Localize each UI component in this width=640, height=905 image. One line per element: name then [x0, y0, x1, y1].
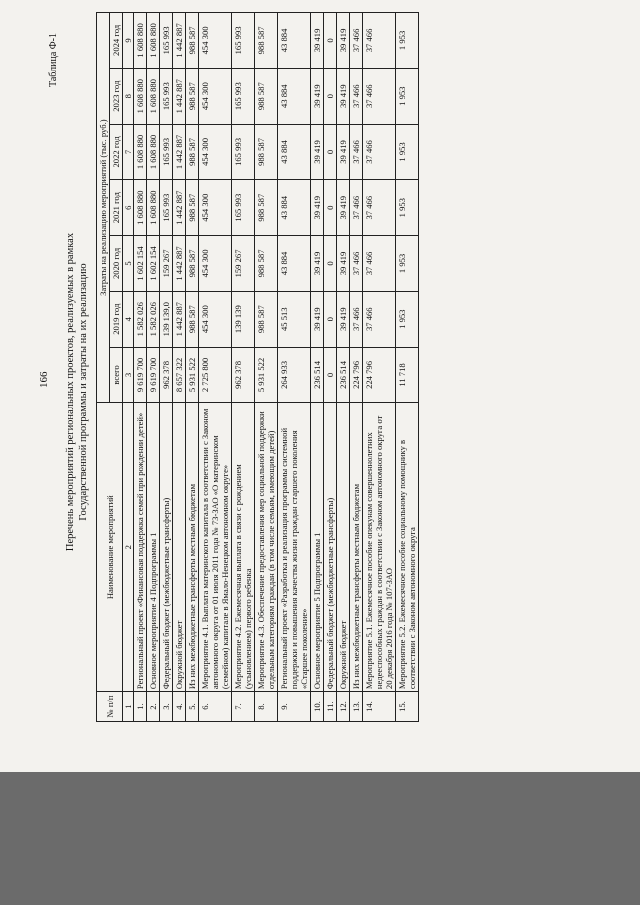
- row-year-value: 1 608 880: [134, 180, 147, 236]
- row-year-value: 454 300: [199, 236, 232, 292]
- row-name: Из них межбюджетные трансферты местным бюджетам: [350, 403, 363, 692]
- row-year-value: 165 993: [160, 124, 173, 180]
- row-year-value: 39 419: [311, 180, 324, 236]
- row-year-value: 1 953: [396, 291, 419, 347]
- title-line-1: Перечень мероприятий региональных проектов, реализуемых в рамках: [65, 232, 76, 552]
- table-row: [160, 13, 173, 722]
- row-year-value: 39 419: [311, 291, 324, 347]
- row-year-value: 39 419: [311, 68, 324, 124]
- row-year-value: 988 587: [186, 68, 199, 124]
- row-year-value: 1 442 887: [173, 124, 186, 180]
- table-row: [255, 13, 278, 722]
- table-row: [278, 13, 311, 722]
- row-year-value: 37 466: [350, 180, 363, 236]
- row-year-value: 37 466: [363, 180, 396, 236]
- row-name: Мероприятие 4.1. Выплата материнского капитала в соответствии с Законом автономного округа от 01 июля 2011 года № 73-ЗАО «О материнском (семейном) капитале в Ямало-Ненецком автономном округе»: [199, 403, 232, 692]
- row-year-value: 454 300: [199, 124, 232, 180]
- header-num: № п/п: [97, 692, 123, 722]
- row-year-value: 1 953: [396, 236, 419, 292]
- row-name: Мероприятие 4.3. Обеспечение предоставления мер социальной поддержки отдельным категориям граждан (в том числе семьям, имеющим детей): [255, 403, 278, 692]
- row-name: Окружной бюджет: [173, 403, 186, 692]
- row-name: Региональный проект «Финансовая поддержка семей при рождении детей»: [134, 403, 147, 692]
- row-year-value: 37 466: [363, 291, 396, 347]
- header-costs: Затраты на реализацию мероприятий (тыс. руб.): [97, 13, 110, 403]
- index-cell: 4: [123, 291, 134, 347]
- table-body: [134, 13, 419, 722]
- rotated-document: [24, 12, 624, 752]
- row-year-value: 988 587: [186, 291, 199, 347]
- row-total: 224 796: [363, 347, 396, 403]
- index-cell: 9: [123, 13, 134, 69]
- row-year-value: 39 419: [337, 13, 350, 69]
- header-name: Наименование мероприятий: [97, 403, 123, 692]
- index-cell: 5: [123, 236, 134, 292]
- row-year-value: 1 953: [396, 124, 419, 180]
- index-cell: 7: [123, 124, 134, 180]
- row-year-value: 988 587: [255, 180, 278, 236]
- row-year-value: 1 608 880: [147, 68, 160, 124]
- row-year-value: 1 602 154: [134, 236, 147, 292]
- table-row: [199, 13, 232, 722]
- row-year-value: 37 466: [363, 68, 396, 124]
- row-year-value: 37 466: [363, 124, 396, 180]
- row-name: Мероприятие 4.2. Ежемесячная выплата в связи с рождением (усыновлением) первого ребенка: [232, 403, 255, 692]
- row-year-value: 37 466: [350, 13, 363, 69]
- row-number: 14.: [363, 692, 396, 722]
- row-year-value: 988 587: [186, 236, 199, 292]
- row-year-value: 1 442 887: [173, 291, 186, 347]
- row-year-value: 39 419: [311, 13, 324, 69]
- row-total: 2 725 800: [199, 347, 232, 403]
- row-total: 236 514: [337, 347, 350, 403]
- table-row: [350, 13, 363, 722]
- row-total: 9 619 700: [147, 347, 160, 403]
- row-year-value: 39 419: [337, 236, 350, 292]
- row-year-value: 1 608 880: [134, 68, 147, 124]
- row-year-value: 43 884: [278, 180, 311, 236]
- row-year-value: 159 267: [160, 236, 173, 292]
- row-year-value: 165 993: [160, 68, 173, 124]
- row-year-value: 988 587: [255, 291, 278, 347]
- index-cell: 8: [123, 68, 134, 124]
- row-year-value: 43 884: [278, 236, 311, 292]
- row-year-value: 139 139,0: [160, 291, 173, 347]
- row-year-value: 0: [324, 13, 337, 69]
- row-year-value: 39 419: [311, 236, 324, 292]
- row-name: Мероприятие 5.2. Ежемесячное пособие социальному помощнику в соответствии с Законом автономного округа: [396, 403, 419, 692]
- index-cell: 1: [123, 692, 134, 722]
- row-number: 12.: [337, 692, 350, 722]
- row-year-value: 43 884: [278, 13, 311, 69]
- row-year-value: 0: [324, 291, 337, 347]
- row-total: 8 657 322: [173, 347, 186, 403]
- row-year-value: 988 587: [186, 180, 199, 236]
- row-year-value: 1 953: [396, 180, 419, 236]
- costs-table: [96, 12, 419, 722]
- table-row: [324, 13, 337, 722]
- row-year-value: 988 587: [255, 68, 278, 124]
- row-year-value: 165 993: [232, 68, 255, 124]
- row-number: 8.: [255, 692, 278, 722]
- row-year-value: 988 587: [255, 124, 278, 180]
- row-year-value: 37 466: [350, 291, 363, 347]
- row-year-value: 1 582 026: [147, 291, 160, 347]
- header-total: всего: [110, 347, 123, 403]
- row-year-value: 37 466: [350, 68, 363, 124]
- row-year-value: 454 300: [199, 180, 232, 236]
- row-year-value: 1 442 887: [173, 13, 186, 69]
- row-year-value: 39 419: [337, 180, 350, 236]
- row-total: 264 933: [278, 347, 311, 403]
- row-name: Региональный проект «Разработка и реализация программы системной поддержки и повышения качества жизни граждан старшего поколения «Старшее поколение»: [278, 403, 311, 692]
- row-name: Федеральный бюджет (межбюджетные трансферты): [324, 403, 337, 692]
- header-year: 2020 год: [110, 236, 123, 292]
- table-row: [232, 13, 255, 722]
- row-total: 224 796: [350, 347, 363, 403]
- row-year-value: 1 608 880: [147, 180, 160, 236]
- row-year-value: 1 953: [396, 68, 419, 124]
- row-year-value: 37 466: [350, 124, 363, 180]
- row-year-value: 0: [324, 68, 337, 124]
- header-year: 2019 год: [110, 291, 123, 347]
- row-year-value: 37 466: [350, 236, 363, 292]
- header-year: 2021 год: [110, 180, 123, 236]
- table-row: [363, 13, 396, 722]
- row-year-value: 1 582 026: [134, 291, 147, 347]
- row-number: 5.: [186, 692, 199, 722]
- row-name: Основное мероприятие 4 Подпрограммы 1: [147, 403, 160, 692]
- row-number: 10.: [311, 692, 324, 722]
- index-cell: 6: [123, 180, 134, 236]
- row-year-value: 0: [324, 124, 337, 180]
- header-row-1: [97, 13, 110, 722]
- row-total: 0: [324, 347, 337, 403]
- row-year-value: 988 587: [186, 124, 199, 180]
- row-total: 962 378: [232, 347, 255, 403]
- row-year-value: 43 884: [278, 124, 311, 180]
- row-year-value: 45 513: [278, 291, 311, 347]
- row-number: 4.: [173, 692, 186, 722]
- row-name: Федеральный бюджет (межбюджетные трансферты): [160, 403, 173, 692]
- row-year-value: 1 953: [396, 13, 419, 69]
- table-row: [337, 13, 350, 722]
- row-year-value: 43 884: [278, 68, 311, 124]
- table-row: [396, 13, 419, 722]
- row-number: 9.: [278, 692, 311, 722]
- row-year-value: 37 466: [363, 236, 396, 292]
- table-row: [186, 13, 199, 722]
- row-number: 13.: [350, 692, 363, 722]
- row-year-value: 39 419: [311, 124, 324, 180]
- row-total: 5 931 522: [255, 347, 278, 403]
- table-row: [311, 13, 324, 722]
- row-year-value: 1 608 880: [134, 124, 147, 180]
- row-total: 11 718: [396, 347, 419, 403]
- document-title: [64, 132, 90, 652]
- row-year-value: 988 587: [186, 13, 199, 69]
- header-year: 2022 год: [110, 124, 123, 180]
- row-year-value: 454 300: [199, 291, 232, 347]
- row-name: Окружной бюджет: [337, 403, 350, 692]
- row-year-value: 165 993: [232, 180, 255, 236]
- row-year-value: 39 419: [337, 291, 350, 347]
- row-year-value: 1 602 154: [147, 236, 160, 292]
- row-year-value: 37 466: [363, 13, 396, 69]
- row-year-value: 1 442 887: [173, 68, 186, 124]
- row-year-value: 139 139: [232, 291, 255, 347]
- row-year-value: 165 993: [232, 13, 255, 69]
- row-year-value: 988 587: [255, 236, 278, 292]
- row-year-value: 454 300: [199, 13, 232, 69]
- row-year-value: 1 608 880: [147, 124, 160, 180]
- header-year: 2023 год: [110, 68, 123, 124]
- row-name: Мероприятие 5.1. Ежемесячное пособие опекунам совершеннолетних недееспособных граждан в соответствии с Законом автономного округа от 20 декабря 2016 года № 107-ЗАО: [363, 403, 396, 692]
- table-label: Таблица Ф-1: [48, 33, 59, 87]
- title-line-2: Государственной программы и затраты на их реализацию: [78, 263, 89, 521]
- row-name: Из них межбюджетные трансферты местным бюджетам: [186, 403, 199, 692]
- table-row: [147, 13, 160, 722]
- row-number: 11.: [324, 692, 337, 722]
- row-number: 1.: [134, 692, 147, 722]
- header-year: 2024 год: [110, 13, 123, 69]
- row-name: Основное мероприятие 5 Подпрограммы 1: [311, 403, 324, 692]
- row-year-value: 39 419: [337, 124, 350, 180]
- row-number: 6.: [199, 692, 232, 722]
- table-row: [134, 13, 147, 722]
- index-cell: 2: [123, 403, 134, 692]
- row-year-value: 1 608 880: [134, 13, 147, 69]
- row-year-value: 165 993: [232, 124, 255, 180]
- row-year-value: 988 587: [255, 13, 278, 69]
- page-number: 166: [38, 371, 50, 388]
- row-number: 7.: [232, 692, 255, 722]
- row-year-value: 165 993: [160, 180, 173, 236]
- row-year-value: 1 442 887: [173, 236, 186, 292]
- row-number: 2.: [147, 692, 160, 722]
- row-total: 5 931 522: [186, 347, 199, 403]
- table-row: [173, 13, 186, 722]
- row-year-value: 0: [324, 236, 337, 292]
- row-year-value: 39 419: [337, 68, 350, 124]
- row-number: 15.: [396, 692, 419, 722]
- row-total: 236 514: [311, 347, 324, 403]
- header-index-row: [123, 13, 134, 722]
- row-total: 962 378: [160, 347, 173, 403]
- row-year-value: 159 267: [232, 236, 255, 292]
- row-year-value: 165 993: [160, 13, 173, 69]
- index-cell: 3: [123, 347, 134, 403]
- row-year-value: 1 442 887: [173, 180, 186, 236]
- row-year-value: 0: [324, 180, 337, 236]
- row-number: 3.: [160, 692, 173, 722]
- row-total: 9 619 700: [134, 347, 147, 403]
- row-year-value: 1 608 880: [147, 13, 160, 69]
- row-year-value: 454 300: [199, 68, 232, 124]
